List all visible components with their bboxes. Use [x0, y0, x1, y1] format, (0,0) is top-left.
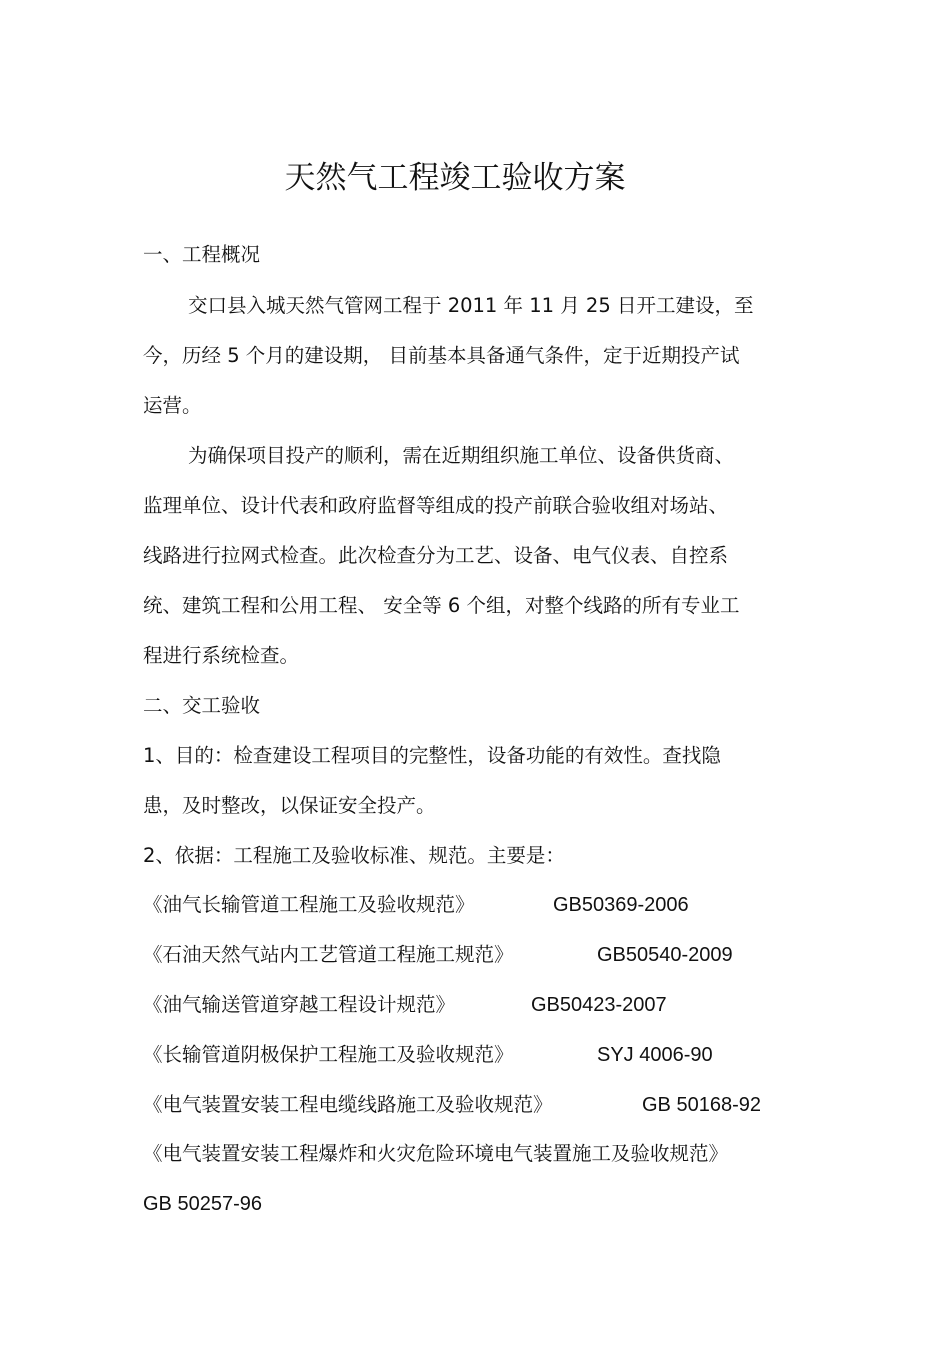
standard-code: GB50369-2006: [553, 894, 689, 916]
section-1-p2-line-2: 监理单位、设计代表和政府监督等组成的投产前联合验收组对场站、: [143, 494, 729, 517]
standard-code: GB50540-2009: [597, 944, 733, 966]
section-1-p1-line-3: 运营。: [143, 394, 202, 417]
section-2-item-1-line-2: 患，及时整改，以保证安全投产。: [143, 794, 436, 817]
standard-code: SYJ 4006-90: [597, 1044, 713, 1066]
standard-name: 《长输管道阴极保护工程施工及验收规范》: [143, 1043, 514, 1066]
section-2-heading: 二、交工验收: [143, 694, 261, 717]
standard-name: 《电气装置安装工程爆炸和火灾危险环境电气装置施工及验收规范》: [143, 1142, 729, 1165]
document-title: 天然气工程竣工验收方案: [284, 160, 626, 196]
section-1-p2-line-3: 线路进行拉网式检查。此次检查分为工艺、设备、电气仪表、自控系: [143, 544, 729, 567]
section-2-item-2: 2、依据：工程施工及验收标准、规范。主要是：: [143, 844, 565, 867]
section-1-p2-line-5: 程进行系统检查。: [143, 644, 300, 667]
standard-name: 《油气输送管道穿越工程设计规范》: [143, 993, 456, 1016]
section-1-p2-line-4: 统、建筑工程和公用工程、 安全等 6 个组，对整个线路的所有专业工: [143, 594, 740, 617]
standard-code: GB 50168-92: [642, 1094, 761, 1116]
section-1-p1-line-1: 交口县入城天然气管网工程于 2011 年 11 月 25 日开工建设，至: [188, 294, 754, 317]
section-1-heading: 一、工程概况: [143, 243, 261, 266]
section-1-p2-line-1: 为确保项目投产的顺利，需在近期组织施工单位、设备供货商、: [188, 444, 735, 467]
section-1-p1-line-2: 今，历经 5 个月的建设期， 目前基本具备通气条件，定于近期投产试: [143, 344, 740, 367]
standard-name: 《石油天然气站内工艺管道工程施工规范》: [143, 943, 514, 966]
standard-name: 《油气长输管道工程施工及验收规范》: [143, 893, 475, 916]
standard-code: GB 50257-96: [143, 1193, 262, 1215]
standard-code: GB50423-2007: [531, 994, 667, 1016]
standard-name: 《电气装置安装工程电缆线路施工及验收规范》: [143, 1093, 553, 1116]
section-2-item-1-line-1: 1、目的：检查建设工程项目的完整性，设备功能的有效性。查找隐: [143, 744, 721, 767]
